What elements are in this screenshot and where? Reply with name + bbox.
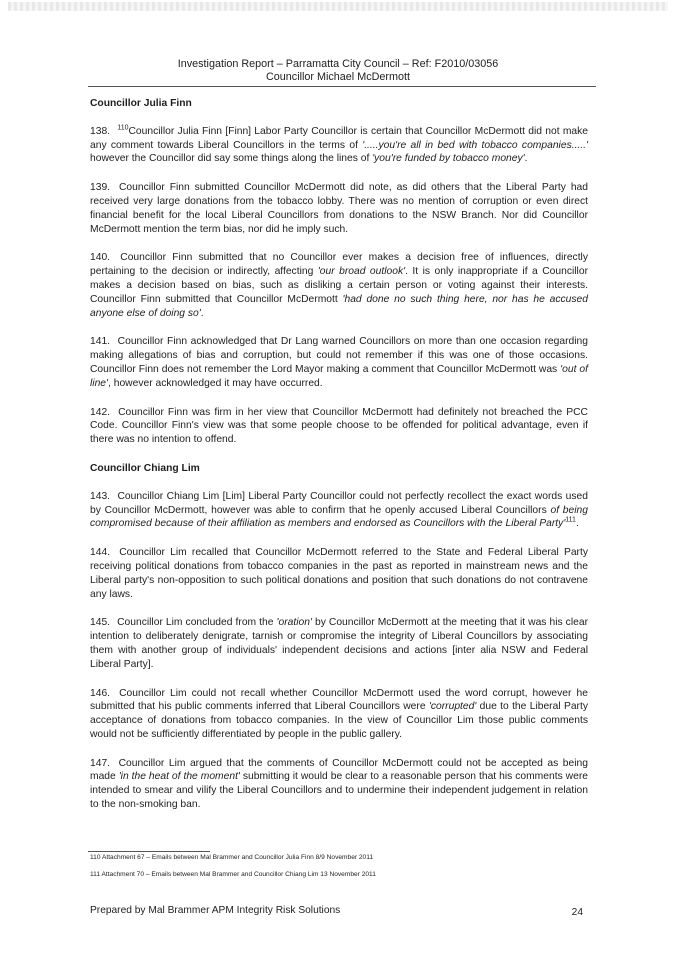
paragraph-text: Councillor Finn submitted that no Councillor ever makes a decision free of influences, directly pertaining to the decision or indirectly, affecting xyxy=(90,252,588,278)
paragraph-number: 145. xyxy=(90,617,111,629)
report-header-title: Investigation Report – Parramatta City Council – Ref: F2010/03056 xyxy=(177,58,499,70)
paragraph xyxy=(90,757,588,812)
paragraph-text: however the Councillor did say some things along the lines of xyxy=(90,153,373,165)
quoted-text: 'out of line' xyxy=(90,363,588,389)
paragraph xyxy=(90,251,588,320)
header-divider xyxy=(88,86,596,87)
footnote-reference: 111 xyxy=(565,516,576,524)
quoted-text: 'you're funded by tobacco money' xyxy=(372,153,525,165)
paragraph-text: , however acknowledged it may have occurred. xyxy=(108,377,323,389)
paragraph xyxy=(90,125,588,166)
paragraph-text: Councillor Lim could not recall whether Councillor McDermott used the word corrupt, however he submitted that his public comments inferred that Liberal Councillors were xyxy=(90,687,588,713)
page-number: 24 xyxy=(571,907,583,918)
paragraph-text: by Councillor McDermott at the meeting that it was his clear intention to deliberately denigrate, tarnish or compromise the integrity of Liberal Councillors by associating them with another group of individuals' independent decisions and actions [inter alia NSW and Federal Liberal Party]. xyxy=(90,617,588,670)
paragraph xyxy=(90,181,588,236)
footnote-divider xyxy=(88,851,210,852)
quoted-text: 'corrupted' xyxy=(428,701,477,713)
footnote-110: 110 Attachment 67 – Emails between Mal Brammer and Councillor Julia Finn 8/9 November 2011 xyxy=(90,854,374,861)
paragraph-number: 141. xyxy=(90,336,111,348)
paragraph-text: . xyxy=(200,307,204,319)
paragraph xyxy=(90,406,588,447)
paragraph xyxy=(90,490,588,531)
paragraph-text: due to the Liberal Party acceptance of donations from tobacco companies. In the view of Councillor Lim those public comments would not be sufficiently differentiated by people in the public gallery. xyxy=(90,701,588,740)
footer-prepared-by: Prepared by Mal Brammer APM Integrity Risk Solutions xyxy=(90,905,341,916)
paragraph-text: . xyxy=(575,518,579,530)
paragraph-text: Councillor Finn was firm in her view that Councillor McDermott had definitely not breached the PCC Code. Councillor Finn's view was that some people choose to be offended for political advantage, even if there was no intention to offend. xyxy=(90,406,588,446)
paragraph-text: Councillor Julia Finn [Finn] Labor Party Councillor is certain that Councillor McDermott did not make any comment towards Liberal Councillors in the terms of xyxy=(90,125,588,151)
quoted-text: ' xyxy=(563,518,566,530)
footnote-111: 111 Attachment 70 – Emails between Mal Brammer and Councillor Chiang Lim 13 November 2011 xyxy=(90,871,376,878)
paragraph-text: Councillor Lim recalled that Councillor McDermott referred to the State and Federal Liberal Party receiving political donations from tobacco companies in the past as reported in mainstream news and the Liberal party's non-opposition to such political donations and position that such donations do not contravene any laws. xyxy=(90,547,588,600)
quoted-text: 'in the heat of the moment' xyxy=(118,771,240,783)
paragraph-text: Councillor Lim concluded from the xyxy=(117,617,277,629)
paragraph-text: Councillor Chiang Lim [Lim] Liberal Party Councillor could not perfectly recollect the exact words used by Councillor McDermott, however was able to confirm that he openly accused Liberal Councillors xyxy=(90,490,588,516)
section-heading: Councillor Chiang Lim xyxy=(90,462,200,474)
paragraph-text: . It is only inappropriate if a Councillor makes a decision based on bias, such as disliking a certain person or voting against their interests. Councillor Finn submitted that Councillor McDermott xyxy=(90,266,589,305)
paragraph-text: . xyxy=(524,153,528,165)
paragraph-number: 138. xyxy=(90,125,111,137)
paragraph xyxy=(90,687,588,742)
footnote-reference: 110 xyxy=(117,124,129,132)
paragraph-number: 144. xyxy=(90,547,111,559)
quoted-text: 'oration' xyxy=(276,617,312,629)
paragraph-number: 139. xyxy=(90,182,111,194)
paragraph-text: submitting it would be clear to a reasonable person that his comments were intended to smear and vilify the Liberal Councillors and to undermine their independent judgement in relation to the non-smoking ban. xyxy=(90,771,588,811)
paragraph-number: 140. xyxy=(90,252,111,264)
paragraph-number: 143. xyxy=(90,490,111,502)
paragraph xyxy=(90,335,588,390)
scan-top-strip xyxy=(8,2,668,11)
paragraph-number: 142. xyxy=(90,406,111,418)
quoted-text: 'our broad outlook' xyxy=(317,266,406,278)
paragraph-text: Councillor Finn acknowledged that Dr Lang warned Councillors on more than one occasion regarding making allegations of bias and corruption, but could not remember if this was one of those occasions. Councillor Finn does not remember the Lord Mayor making a comment that Councillor McDermott was xyxy=(90,336,588,375)
quoted-text: 'had done no such thing here, nor has he accused anyone else of doing so' xyxy=(90,293,588,319)
paragraph-text: Councillor Finn submitted Councillor McDermott did note, as did others that the Liberal Party had received very large donations from the tobacco lobby. There was no mention of corruption or even direct financial benefit for the local Liberal Councillors from donations to the NSW Branch. Nor did Councillor McDermott mention the term bias, nor did he imply such. xyxy=(90,182,588,235)
paragraph-number: 147. xyxy=(90,757,111,769)
paragraph xyxy=(90,546,588,601)
paragraph-text: Councillor Lim argued that the comments of Councillor McDermott could not be accepted as being made xyxy=(90,757,588,783)
quoted-text: '.....you're all in bed with tobacco companies.....' xyxy=(362,139,588,151)
section-heading: Councillor Julia Finn xyxy=(90,98,192,109)
report-header-subtitle: Councillor Michael McDermott xyxy=(266,71,410,83)
paragraph-number: 146. xyxy=(90,687,111,699)
paragraph xyxy=(90,616,588,671)
quoted-text: of being compromised because of their affiliation as members and endorsed as Councillors with the Liberal Party xyxy=(90,504,588,530)
footnotes xyxy=(90,853,376,887)
document-body xyxy=(90,97,588,827)
